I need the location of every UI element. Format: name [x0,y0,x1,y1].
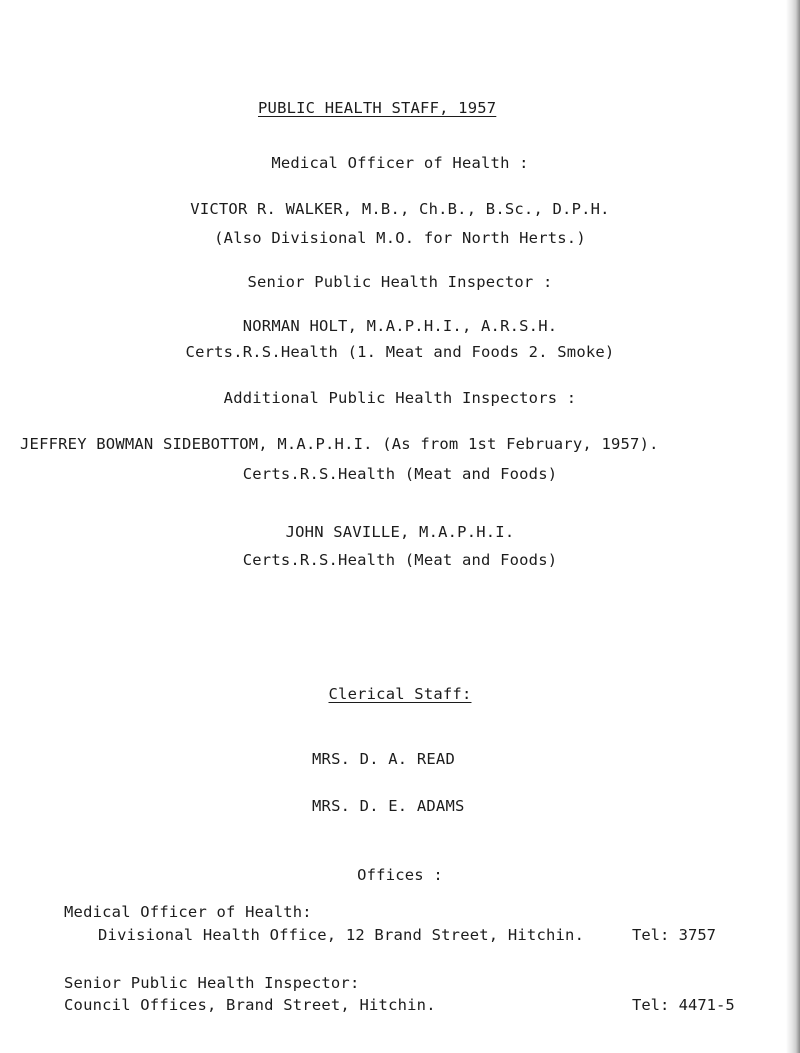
inspector-1-certs: Certs.R.S.Health (Meat and Foods) [242,465,558,483]
inspector-2-name: JOHN SAVILLE, M.A.P.H.I. [285,523,515,541]
clerical-staff-2: MRS. D. E. ADAMS [312,797,465,815]
office-moh-address: Divisional Health Office, 12 Brand Street, Hitchin. [98,926,585,944]
page-title: PUBLIC HEALTH STAFF, 1957 [258,99,497,117]
office-phi-address: Council Offices, Brand Street, Hitchin. [64,996,436,1014]
senior-phi-name: NORMAN HOLT, M.A.P.H.I., A.R.S.H. [242,317,558,335]
senior-phi-certs: Certs.R.S.Health (1. Meat and Foods 2. Smoke) [185,343,615,361]
office-moh-label: Medical Officer of Health: [64,903,312,921]
moh-note: (Also Divisional M.O. for North Herts.) [214,229,586,247]
office-moh-tel: Tel: 3757 [632,926,716,944]
clerical-heading: Clerical Staff: [328,685,472,703]
office-phi-tel: Tel: 4471-5 [632,996,735,1014]
inspector-2-certs: Certs.R.S.Health (Meat and Foods) [242,551,558,569]
moh-name: VICTOR R. WALKER, M.B., Ch.B., B.Sc., D.P.H. [190,200,610,218]
clerical-staff-1: MRS. D. A. READ [312,750,455,768]
moh-heading: Medical Officer of Health : [271,154,529,172]
additional-phi-heading: Additional Public Health Inspectors : [223,389,577,407]
senior-phi-heading: Senior Public Health Inspector : [247,273,553,291]
offices-heading: Offices : [357,866,443,884]
office-phi-label: Senior Public Health Inspector: [64,974,360,992]
inspector-1-name: JEFFREY BOWMAN SIDEBOTTOM, M.A.P.H.I. (As from 1st February, 1957). [20,435,659,453]
